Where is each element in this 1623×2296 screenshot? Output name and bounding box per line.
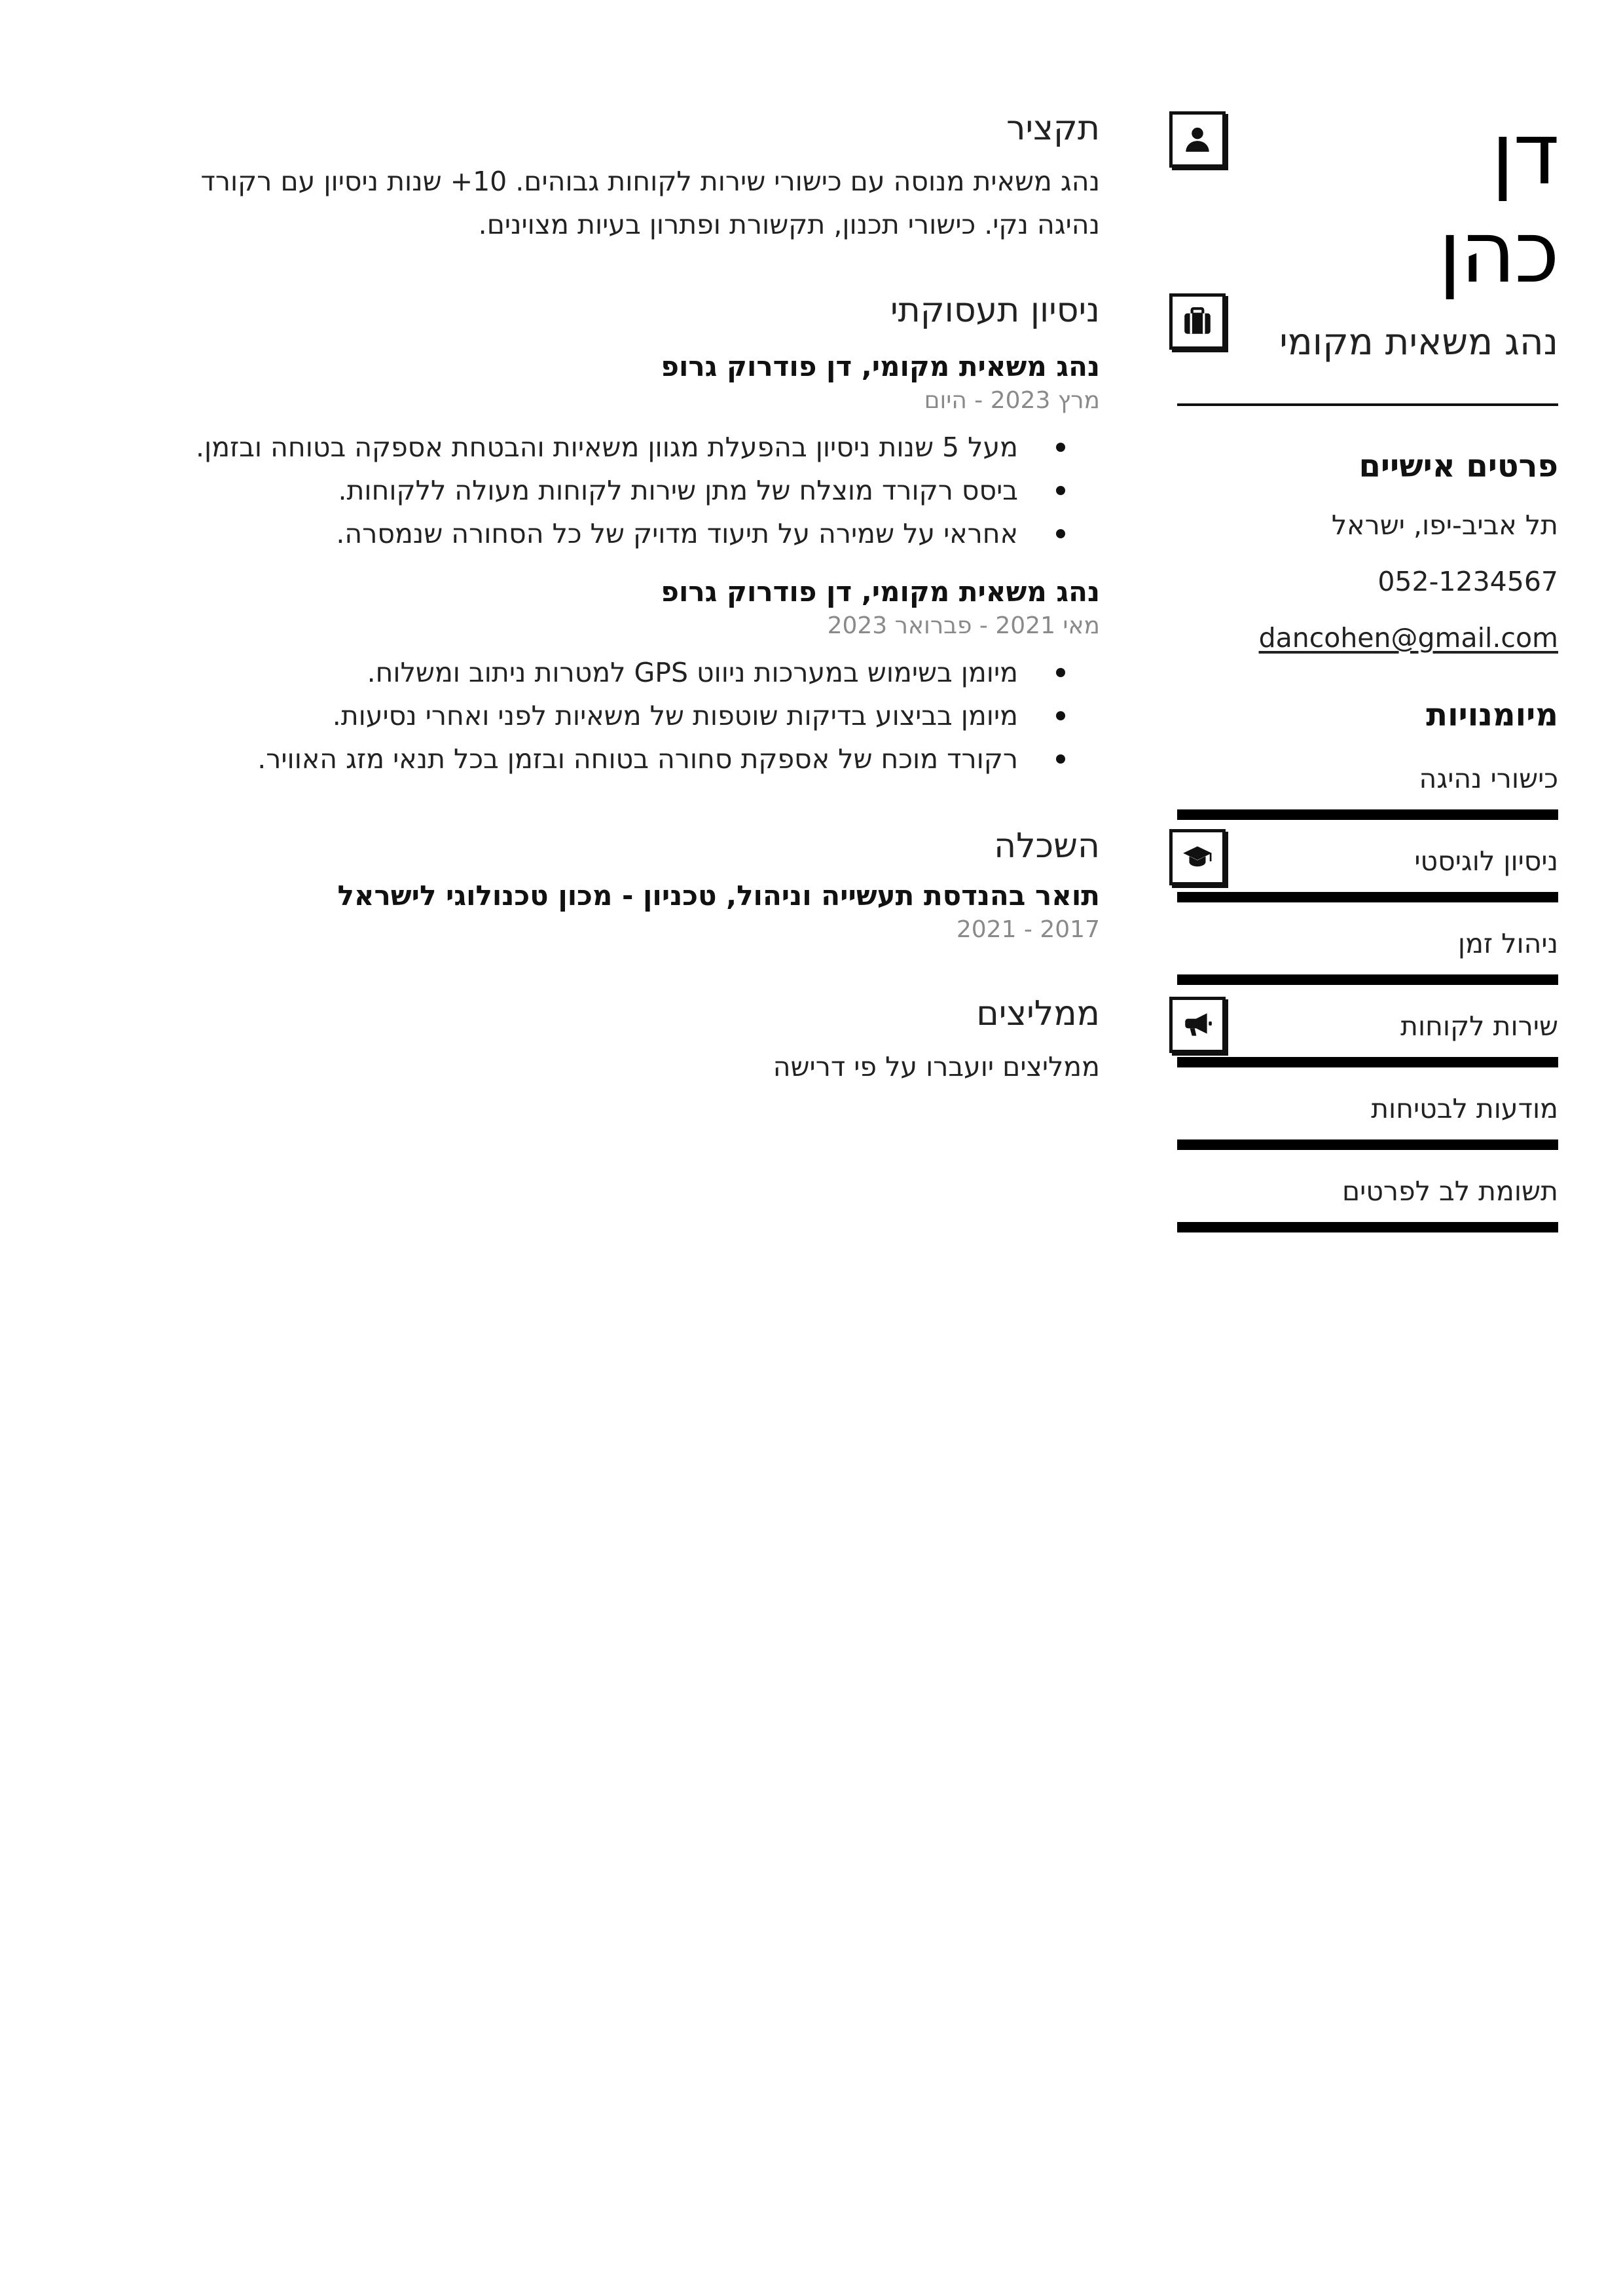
person-icon	[1169, 111, 1226, 168]
education-dates: 2017 - 2021	[956, 916, 1100, 943]
references-text: ממליצים יועברו על פי דרישה	[773, 1051, 1100, 1083]
job-title: נהג משאית מקומי	[1279, 321, 1558, 363]
skill-label: כישורי נהיגה	[1419, 763, 1558, 794]
summary-text: נהג משאית מנוסה עם כישורי שירות לקוחות גבוהים. 10+ שנות ניסיון עם רקורד נהיגה נקי. כישורי תכנון, תקשורת ופתרון בעיות מצוינים.	[200, 166, 1100, 240]
skill-item	[1177, 845, 1558, 902]
job-heading: נהג משאית מקומי, דן פודרוק גרופ	[661, 576, 1100, 608]
skill-level-bar	[1177, 892, 1558, 902]
references-title: ממליצים	[976, 994, 1100, 1033]
list-item: מעל 5 שנות ניסיון בהפעלת מגוון משאיות והבטחת אספקה בטוחה ובזמן.	[131, 426, 1018, 469]
job-bullets	[131, 426, 1100, 555]
divider	[1177, 403, 1558, 406]
skill-label: ניהול זמן	[1457, 928, 1558, 959]
job-dates: מאי 2021 - פברואר 2023	[827, 612, 1100, 639]
last-name: כהן	[1438, 202, 1558, 302]
first-name: דן	[1491, 104, 1558, 204]
list-item: מיומן בשימוש במערכות ניווט GPS למטרות ניתוב ומשלוח.	[131, 651, 1018, 694]
megaphone-icon	[1169, 997, 1226, 1053]
education-entry	[131, 878, 1100, 946]
briefcase-icon	[1169, 293, 1226, 350]
personal-details-heading: פרטים אישיים	[1359, 448, 1558, 485]
job-entry	[131, 348, 1100, 555]
skills-heading: מיומנויות	[1426, 697, 1558, 733]
experience-title: ניסיון תעסוקתי	[890, 291, 1100, 330]
skill-label: תשומת לב לפרטים	[1341, 1176, 1558, 1207]
skill-item	[1177, 1175, 1558, 1232]
education-title: השכלה	[994, 826, 1100, 866]
skill-level-bar	[1177, 1222, 1558, 1232]
skill-item	[1177, 927, 1558, 985]
skill-level-bar	[1177, 974, 1558, 985]
skill-level-bar	[1177, 809, 1558, 820]
job-heading: נהג משאית מקומי, דן פודרוק גרופ	[661, 350, 1100, 382]
skill-label: שירות לקוחות	[1400, 1010, 1558, 1042]
references-section	[131, 990, 1100, 1088]
skill-item	[1177, 762, 1558, 820]
education-section	[131, 823, 1100, 946]
experience-section	[131, 287, 1100, 781]
graduation-cap-icon	[1169, 829, 1226, 885]
main-content	[131, 105, 1100, 1088]
list-item: אחראי על שמירה על תיעוד מדויק של כל הסחורה שנמסרה.	[131, 512, 1018, 555]
job-dates: מרץ 2023 - היום	[924, 387, 1100, 414]
job-bullets	[131, 651, 1100, 781]
email-link[interactable]: dancohen@gmail.com	[1258, 622, 1558, 654]
list-item: ביסס רקורד מוצלח של מתן שירות לקוחות מעולה ללקוחות.	[131, 469, 1018, 512]
phone: 052-1234567	[1377, 566, 1558, 597]
list-item: רקורד מוכח של אספקת סחורה בטוחה ובזמן בכל תנאי מזג האוויר.	[131, 737, 1018, 781]
job-entry	[131, 574, 1100, 781]
skill-level-bar	[1177, 1057, 1558, 1067]
skill-item	[1177, 1010, 1558, 1067]
sidebar	[1177, 105, 1558, 1257]
summary-section	[131, 105, 1100, 246]
skill-level-bar	[1177, 1139, 1558, 1150]
skill-label: מודעות לבטיחות	[1371, 1093, 1558, 1124]
location: תל אביב-יפו, ישראל	[1331, 509, 1558, 541]
skills-list	[1177, 762, 1558, 1232]
skill-label: ניסיון לוגיסטי	[1414, 845, 1558, 877]
list-item: מיומן בביצוע בדיקות שוטפות של משאיות לפני ואחרי נסיעות.	[131, 694, 1018, 737]
summary-title: תקציר	[1006, 109, 1100, 148]
education-heading: תואר בהנדסת תעשייה וניהול, טכניון - מכון טכנולוגי לישראל	[337, 880, 1100, 912]
skill-item	[1177, 1092, 1558, 1150]
